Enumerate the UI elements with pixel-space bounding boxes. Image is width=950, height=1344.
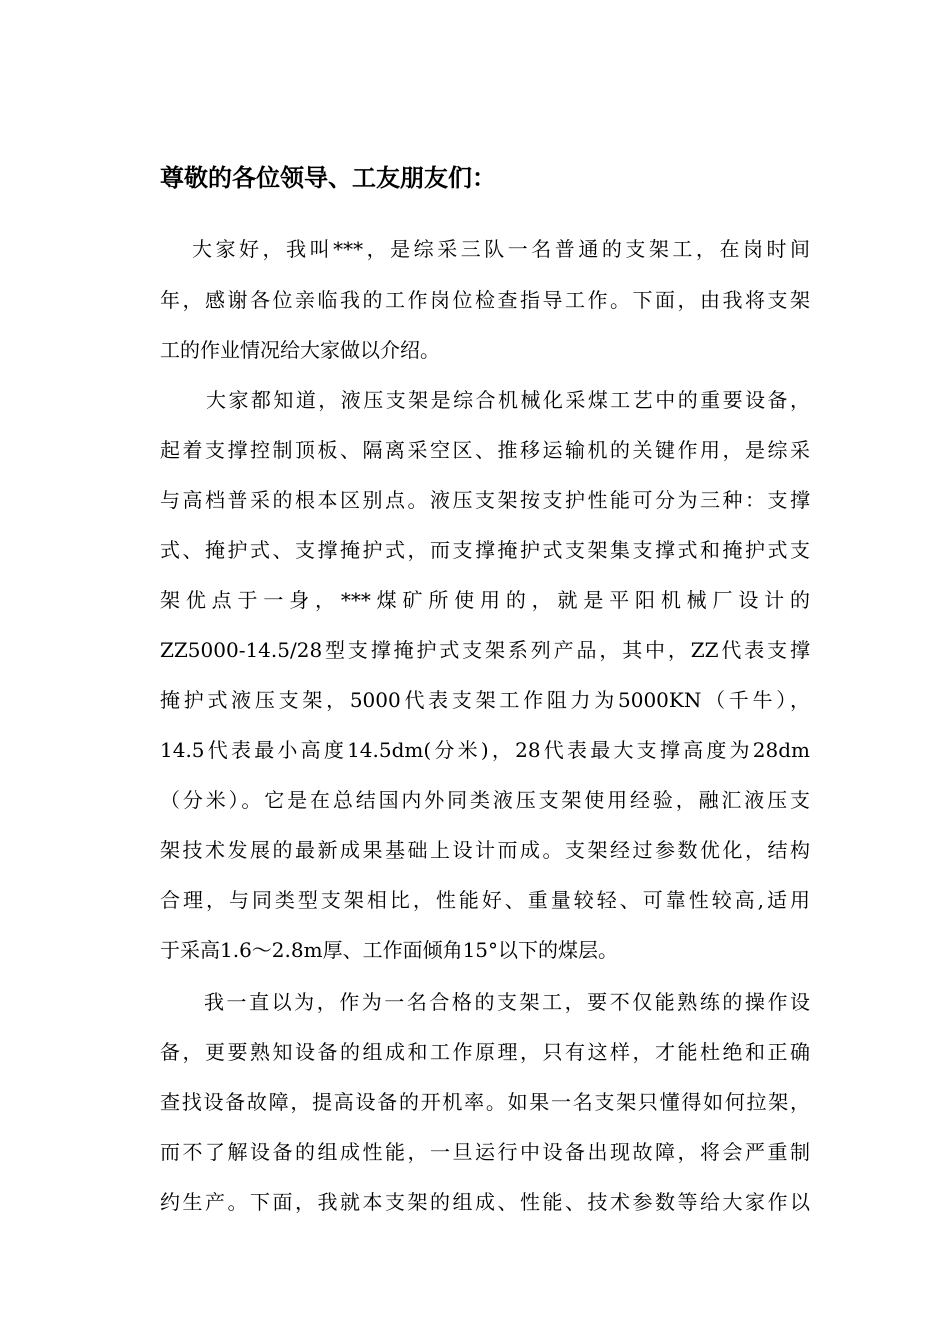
paragraph-3-line-4: 而不了解设备的组成性能，一旦运行中设备出现故障，将会严重制: [160, 1140, 810, 1164]
paragraph-2-line-5: 架优点于一身，***煤矿所使用的，就是平阳机械厂设计的: [160, 588, 810, 612]
paragraph-2-line-11: 合理，与同类型支架相比，性能好、重量较轻、可靠性较高,适用: [160, 888, 810, 912]
paragraph-2-line-9: （分米）。它是在总结国内外同类液压支架使用经验，融汇液压支: [160, 788, 810, 812]
paragraph-2-line-8: 14.5代表最小高度14.5dm(分米)，28代表最大支撑高度为28dm: [160, 738, 810, 762]
paragraph-2-line-1: 大家都知道，液压支架是综合机械化采煤工艺中的重要设备，: [206, 388, 810, 412]
paragraph-2-line-4: 式、掩护式、支撑掩护式，而支撑掩护式支架集支撑式和掩护式支: [160, 538, 810, 562]
paragraph-3-line-3: 查找设备故障，提高设备的开机率。如果一名支架只懂得如何拉架，: [160, 1090, 810, 1114]
paragraph-1-line-3: 工的作业情况给大家做以介绍。: [160, 338, 440, 362]
paragraph-2-line-12: 于采高1.6～2.8m厚、工作面倾角15°以下的煤层。: [160, 938, 619, 962]
paragraph-2-line-3: 与高档普采的根本区别点。液压支架按支护性能可分为三种：支撑: [160, 488, 810, 512]
paragraph-3-line-2: 备，更要熟知设备的组成和工作原理，只有这样，才能杜绝和正确: [160, 1040, 810, 1064]
paragraph-1-line-2: 年，感谢各位亲临我的工作岗位检查指导工作。下面，由我将支架: [160, 288, 810, 312]
paragraph-3-line-1: 我一直以为，作为一名合格的支架工，要不仅能熟练的操作设: [204, 990, 810, 1014]
paragraph-1-line-1: 大家好，我叫***，是综采三队一名普通的支架工，在岗时间: [192, 237, 810, 261]
paragraph-2-line-2: 起着支撑控制顶板、隔离采空区、推移运输机的关键作用，是综采: [160, 438, 810, 462]
paragraph-2-line-6: ZZ5000-14.5/28型支撑掩护式支架系列产品，其中，ZZ代表支撑: [160, 638, 810, 662]
paragraph-2-line-10: 架技术发展的最新成果基础上设计而成。支架经过参数优化，结构: [160, 838, 810, 862]
greeting-heading: 尊敬的各位领导、工友朋友们：: [160, 163, 496, 192]
paragraph-2-line-7: 掩护式液压支架，5000代表支架工作阻力为5000KN（千牛），: [160, 688, 810, 712]
paragraph-3-line-5: 约生产。下面，我就本支架的组成、性能、技术参数等给大家作以: [160, 1190, 810, 1214]
